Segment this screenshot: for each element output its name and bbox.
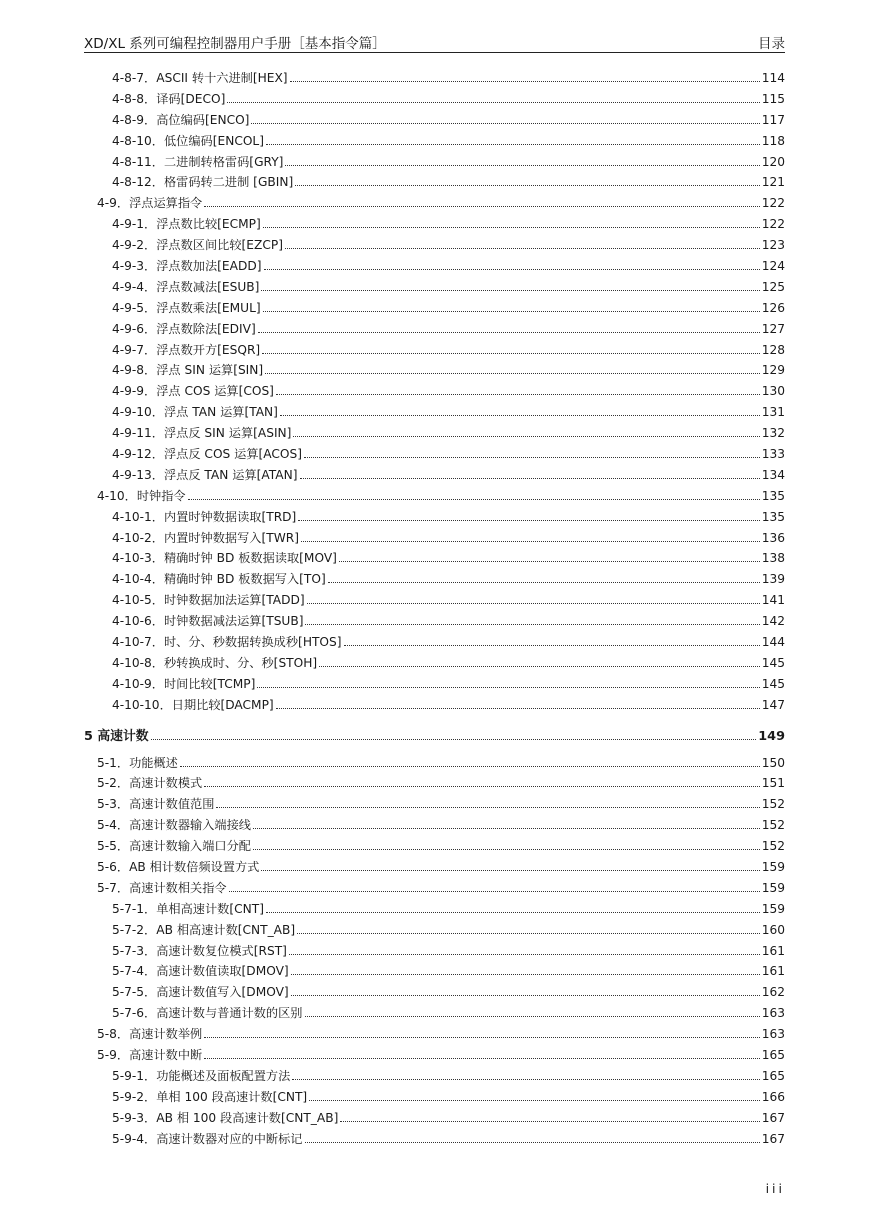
toc-entry-label: 4-9-6．浮点数除法[EDIV] — [112, 321, 256, 336]
toc-entry-page: 152 — [761, 839, 785, 854]
toc-entry-label: 5-3．高速计数值范围 — [97, 797, 215, 812]
toc-entry-label: 4-9-1．浮点数比较[ECMP] — [112, 217, 261, 232]
dot-leader — [204, 206, 760, 207]
toc-entry-page: 150 — [761, 755, 785, 770]
toc-entry[interactable] — [84, 215, 785, 236]
toc-entry-label: 5-7-6．高速计数与普通计数的区别 — [112, 1006, 303, 1021]
toc-entry-label: 5-9-2．单相 100 段高速计数[CNT] — [112, 1089, 308, 1104]
section-name: 目录 — [758, 36, 785, 52]
toc-entry[interactable] — [84, 194, 785, 215]
toc-entry-page: 144 — [761, 635, 785, 650]
toc-entry-page: 135 — [761, 488, 785, 503]
toc-entry-label: 4-10-9．时间比较[TCMP] — [112, 676, 256, 691]
toc-entry[interactable] — [84, 591, 785, 612]
toc-entry-label: 4-8-10．低位编码[ENCOL] — [112, 133, 264, 148]
toc-entry[interactable] — [84, 816, 785, 837]
toc-entry-label: 4-10-5．时钟数据加法运算[TADD] — [112, 593, 305, 608]
toc-entry[interactable] — [84, 1088, 785, 1109]
toc-entry[interactable] — [84, 879, 785, 900]
toc-entry-label: 4-10-10．日期比较[DACMP] — [112, 697, 274, 712]
dot-leader — [266, 144, 760, 145]
toc-entry-label: 5-7-3．高速计数复位模式[RST] — [112, 943, 287, 958]
toc-entry-page: 121 — [761, 175, 785, 190]
toc-entry[interactable] — [84, 921, 785, 942]
toc-entry-page: 115 — [761, 91, 785, 106]
dot-leader — [290, 81, 760, 82]
toc-entry-page: 132 — [761, 426, 785, 441]
toc-entry-page: 167 — [761, 1110, 785, 1125]
toc-entry[interactable] — [84, 508, 785, 529]
dot-leader — [298, 520, 759, 521]
page-header — [84, 30, 785, 53]
toc-entry-page: 120 — [761, 154, 785, 169]
toc-entry-label: 4-9-11．浮点反 SIN 运算[ASIN] — [112, 426, 292, 441]
toc-entry-page: 126 — [761, 300, 785, 315]
toc-entry-page: 127 — [761, 321, 785, 336]
toc-entry[interactable] — [84, 1025, 785, 1046]
dot-leader — [204, 1058, 760, 1059]
toc-entry-label: 5-9-4．高速计数器对应的中断标记 — [112, 1131, 303, 1146]
dot-leader — [307, 603, 760, 604]
dot-leader — [261, 290, 759, 291]
toc-entry[interactable] — [84, 549, 785, 570]
toc-entry-page: 163 — [761, 1006, 785, 1021]
toc-entry-label: 5-7-2．AB 相高速计数[CNT_AB] — [112, 922, 296, 937]
toc-entry[interactable] — [84, 612, 785, 633]
toc-entry-page: 149 — [758, 728, 785, 744]
dot-leader — [319, 666, 760, 667]
toc-entry[interactable] — [84, 278, 785, 299]
toc-entry-label: 4-8-8．译码[DECO] — [112, 91, 226, 106]
dot-leader — [293, 436, 759, 437]
dot-leader — [344, 645, 760, 646]
toc-entry-page: 117 — [761, 112, 785, 127]
toc-entry-page: 161 — [761, 964, 785, 979]
toc-entry-page: 165 — [761, 1068, 785, 1083]
toc-entry-label: 5-7-5．高速计数值写入[DMOV] — [112, 985, 289, 1000]
toc-entry-page: 131 — [761, 405, 785, 420]
dot-leader — [285, 165, 759, 166]
dot-leader — [262, 353, 760, 354]
dot-leader — [276, 394, 760, 395]
toc-entry[interactable] — [84, 633, 785, 654]
toc-entry-label: 5-6．AB 相计数倍频设置方式 — [97, 859, 260, 874]
dot-leader — [229, 891, 760, 892]
toc-entry-label: 5-2．高速计数模式 — [97, 776, 203, 791]
toc-entry-label: 4-9-12．浮点反 COS 运算[ACOS] — [112, 447, 302, 462]
toc-entry-label: 5-9-1．功能概述及面板配置方法 — [112, 1068, 291, 1083]
dot-leader — [304, 457, 760, 458]
toc-entry-label: 4-10-1．内置时钟数据读取[TRD] — [112, 509, 297, 524]
dot-leader — [280, 415, 760, 416]
toc-entry-page: 151 — [761, 776, 785, 791]
toc-entry[interactable] — [84, 173, 785, 194]
toc-entry-label: 4-9-5．浮点数乘法[EMUL] — [112, 300, 261, 315]
toc-entry[interactable] — [84, 795, 785, 816]
toc-entry[interactable] — [84, 382, 785, 403]
toc-entry-page: 159 — [761, 859, 785, 874]
toc-entry-page: 160 — [761, 922, 785, 937]
dot-leader — [276, 708, 760, 709]
toc-entry-page: 138 — [761, 551, 785, 566]
toc-entry-label: 4-9-7．浮点数开方[ESQR] — [112, 342, 261, 357]
toc-entry-label: 5-4．高速计数器输入端接线 — [97, 818, 251, 833]
toc-entry[interactable] — [84, 487, 785, 508]
toc-entry[interactable] — [84, 570, 785, 591]
toc-entry-label: 4-8-11．二进制转格雷码[GRY] — [112, 154, 284, 169]
dot-leader — [340, 1121, 759, 1122]
dot-leader — [309, 1100, 760, 1101]
dot-leader — [180, 766, 760, 767]
toc-entry-label: 5-7-1．单相高速计数[CNT] — [112, 901, 264, 916]
toc-entry-page: 141 — [761, 593, 785, 608]
toc-entry[interactable] — [84, 1046, 785, 1067]
dot-leader — [305, 1142, 760, 1143]
dot-leader — [151, 739, 757, 740]
dot-leader — [263, 311, 760, 312]
toc-entry-page: 123 — [761, 238, 785, 253]
dot-leader — [305, 624, 759, 625]
dot-leader — [263, 227, 760, 228]
toc-entry-label: 5-9-3．AB 相 100 段高速计数[CNT_AB] — [112, 1110, 339, 1125]
dot-leader — [227, 102, 759, 103]
toc-entry-page: 129 — [761, 363, 785, 378]
toc-entry-page: 162 — [761, 985, 785, 1000]
dot-leader — [292, 1079, 759, 1080]
dot-leader — [297, 933, 760, 934]
toc-entry[interactable] — [84, 111, 785, 132]
toc-entry-label: 5 高速计数 — [84, 728, 149, 744]
toc-entry-label: 4-10-3．精确时钟 BD 板数据读取[MOV] — [112, 551, 337, 566]
toc-entry-label: 5-9．高速计数中断 — [97, 1047, 203, 1062]
toc-entry-page: 136 — [761, 530, 785, 545]
toc-entry[interactable] — [84, 132, 785, 153]
dot-leader — [251, 123, 759, 124]
toc-entry-page: 167 — [761, 1131, 785, 1146]
toc-entry[interactable] — [84, 320, 785, 341]
dot-leader — [264, 269, 760, 270]
toc-entry-page: 145 — [761, 676, 785, 691]
dot-leader — [258, 332, 760, 333]
dot-leader — [253, 828, 760, 829]
toc-entry[interactable] — [84, 962, 785, 983]
document-title: XD/XL 系列可编程控制器用户手册［基本指令篇］ — [84, 36, 386, 52]
dot-leader — [289, 954, 760, 955]
toc-entry-page: 159 — [761, 901, 785, 916]
toc-entry-page: 165 — [761, 1047, 785, 1062]
toc-entry[interactable] — [84, 299, 785, 320]
dot-leader — [285, 248, 760, 249]
toc-entry-page: 124 — [761, 259, 785, 274]
toc-entry-page: 125 — [761, 279, 785, 294]
toc-entry[interactable] — [84, 403, 785, 424]
toc-entry[interactable] — [84, 361, 785, 382]
toc-entry-page: 161 — [761, 943, 785, 958]
dot-leader — [261, 870, 759, 871]
toc-entry[interactable] — [84, 236, 785, 257]
toc-entry[interactable] — [84, 445, 785, 466]
dot-leader — [305, 1016, 760, 1017]
toc-entry-label: 5-7-4．高速计数值读取[DMOV] — [112, 964, 289, 979]
table-of-contents — [84, 69, 785, 1150]
dot-leader — [328, 582, 760, 583]
toc-entry-label: 4-9-2．浮点数区间比较[EZCP] — [112, 238, 283, 253]
toc-entry[interactable] — [84, 942, 785, 963]
toc-entry-label: 4-9-13．浮点反 TAN 运算[ATAN] — [112, 467, 298, 482]
toc-entry-label: 4-9-8．浮点 SIN 运算[SIN] — [112, 363, 264, 378]
toc-entry-page: 147 — [761, 697, 785, 712]
toc-entry[interactable] — [84, 837, 785, 858]
toc-entry-page: 142 — [761, 614, 785, 629]
toc-entry[interactable] — [84, 696, 785, 717]
toc-entry-page: 130 — [761, 384, 785, 399]
toc-entry[interactable] — [84, 424, 785, 445]
toc-entry-page: 159 — [761, 880, 785, 895]
toc-entry[interactable] — [84, 466, 785, 487]
toc-entry[interactable] — [84, 754, 785, 775]
toc-entry-page: 114 — [761, 71, 785, 85]
toc-chapter-entry[interactable] — [84, 725, 785, 746]
toc-entry-label: 4-9-10．浮点 TAN 运算[TAN] — [112, 405, 278, 420]
page-number: iii — [765, 1181, 785, 1196]
dot-leader — [300, 478, 760, 479]
toc-entry-label: 4-9．浮点运算指令 — [97, 196, 203, 211]
toc-entry[interactable] — [84, 153, 785, 174]
toc-entry-page: 152 — [761, 818, 785, 833]
toc-entry-label: 4-9-4．浮点数减法[ESUB] — [112, 279, 260, 294]
toc-entry-label: 4-9-3．浮点数加法[EADD] — [112, 259, 262, 274]
toc-entry-page: 166 — [761, 1089, 785, 1104]
toc-entry[interactable] — [84, 858, 785, 879]
toc-entry-page: 133 — [761, 447, 785, 462]
toc-entry[interactable] — [84, 983, 785, 1004]
toc-entry-label: 4-8-7．ASCII 转十六进制[HEX] — [112, 71, 288, 85]
dot-leader — [204, 1037, 760, 1038]
toc-entry-label: 4-10-7．时、分、秒数据转换成秒[HTOS] — [112, 635, 342, 650]
toc-entry-label: 5-1．功能概述 — [97, 755, 178, 770]
toc-entry-page: 139 — [761, 572, 785, 587]
toc-entry-label: 5-7．高速计数相关指令 — [97, 880, 227, 895]
toc-entry-page: 122 — [761, 196, 785, 211]
dot-leader — [265, 373, 760, 374]
dot-leader — [188, 499, 760, 500]
dot-leader — [204, 786, 760, 787]
toc-entry-page: 163 — [761, 1027, 785, 1042]
toc-entry-page: 122 — [761, 217, 785, 232]
dot-leader — [291, 974, 760, 975]
dot-leader — [291, 995, 760, 996]
toc-entry-label: 4-8-9．高位编码[ENCO] — [112, 112, 250, 127]
toc-entry-page: 128 — [761, 342, 785, 357]
toc-entry-page: 145 — [761, 655, 785, 670]
toc-entry-label: 4-10-4．精确时钟 BD 板数据写入[TO] — [112, 572, 326, 587]
toc-entry-label: 4-8-12．格雷码转二进制 [GBIN] — [112, 175, 294, 190]
toc-entry-label: 4-10．时钟指令 — [97, 488, 186, 503]
toc-entry[interactable] — [84, 341, 785, 362]
toc-entry[interactable] — [84, 675, 785, 696]
toc-entry-page: 118 — [761, 133, 785, 148]
toc-entry-page: 152 — [761, 797, 785, 812]
toc-entry[interactable] — [84, 90, 785, 111]
toc-entry[interactable] — [84, 257, 785, 278]
dot-leader — [301, 541, 760, 542]
toc-entry[interactable] — [84, 900, 785, 921]
toc-entry[interactable] — [84, 1130, 785, 1151]
toc-entry-label: 4-10-2．内置时钟数据写入[TWR] — [112, 530, 299, 545]
dot-leader — [339, 561, 760, 562]
toc-entry[interactable] — [84, 1004, 785, 1025]
toc-entry[interactable] — [84, 1067, 785, 1088]
toc-entry-label: 4-9-9．浮点 COS 运算[COS] — [112, 384, 274, 399]
toc-entry-page: 135 — [761, 509, 785, 524]
toc-entry-label: 5-5．高速计数输入端口分配 — [97, 839, 251, 854]
toc-entry-label: 4-10-6．时钟数据减法运算[TSUB] — [112, 614, 304, 629]
dot-leader — [295, 185, 760, 186]
toc-entry-page: 134 — [761, 467, 785, 482]
toc-entry[interactable] — [84, 69, 785, 90]
toc-entry-label: 5-8．高速计数举例 — [97, 1027, 203, 1042]
dot-leader — [253, 849, 760, 850]
toc-entry-label: 4-10-8．秒转换成时、分、秒[STOH] — [112, 655, 318, 670]
toc-entry[interactable] — [84, 529, 785, 550]
dot-leader — [257, 687, 759, 688]
toc-entry[interactable] — [84, 1109, 785, 1130]
toc-entry[interactable] — [84, 654, 785, 675]
dot-leader — [216, 807, 759, 808]
toc-entry[interactable] — [84, 774, 785, 795]
dot-leader — [266, 912, 760, 913]
